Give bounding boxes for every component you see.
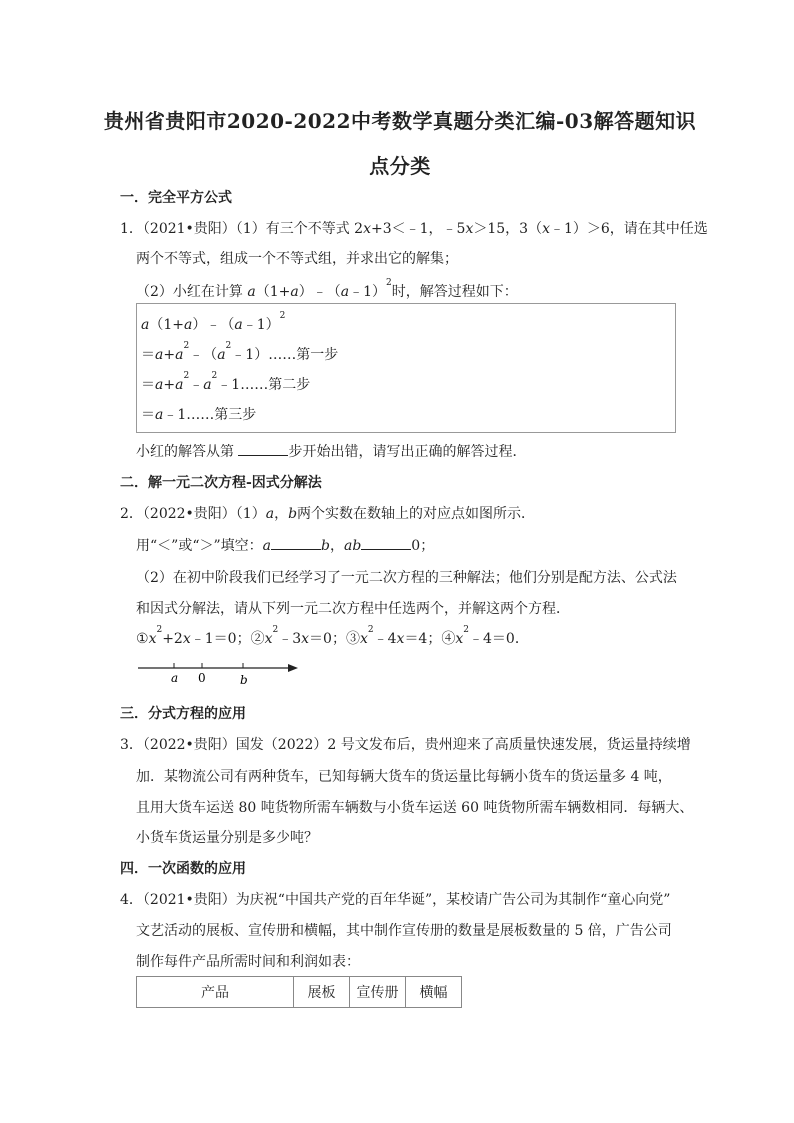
var: a: [290, 284, 299, 300]
text: ﹣1……第二步: [217, 377, 311, 393]
axis-label-b: b: [240, 673, 248, 686]
q2-line3: （2）在初中阶段我们已经学习了一元二次方程的三种解法；他们分别是配方法、公式法: [136, 570, 677, 586]
text: ）﹣（: [192, 317, 235, 333]
var: b: [288, 506, 298, 522]
var: a: [340, 284, 350, 300]
q2-line2: [136, 535, 434, 555]
section-heading-4: 四．一次函数的应用: [120, 861, 246, 877]
q1-text: （2）小红在计算: [136, 284, 248, 300]
text: ﹣1＝0；②: [190, 631, 265, 647]
axis-label-0: 0: [198, 671, 206, 685]
q2-text: 0；: [411, 538, 435, 554]
text: ＝0；③: [309, 631, 360, 647]
text: ﹣1）……第一步: [231, 347, 339, 363]
var: x: [264, 631, 273, 647]
var: a: [262, 538, 271, 554]
exponent: 2: [272, 625, 279, 635]
q1-text: （1+: [255, 284, 291, 300]
var: a: [155, 377, 164, 393]
q2-number: 2．: [120, 506, 143, 522]
text: ＝: [141, 347, 155, 363]
var: a: [217, 347, 226, 363]
q2-text: 两个实数在数轴上的对应点如图所示．: [297, 506, 536, 522]
q4-line1: [120, 889, 670, 909]
exponent: 2: [211, 371, 218, 381]
var: a: [247, 284, 256, 300]
q4-number: 4．: [120, 892, 143, 908]
table-header-row: [137, 977, 462, 1008]
solution-box: [136, 303, 676, 433]
q2-line1: [120, 503, 535, 523]
text: ﹣4: [373, 631, 397, 647]
q2-equations: [136, 625, 529, 648]
var: x: [455, 631, 464, 647]
q1-text: 步开始出错，请写出正确的解答过程．: [288, 444, 527, 460]
var: a: [175, 377, 184, 393]
q3-line1: [120, 734, 691, 754]
solution-line-1: [141, 311, 286, 334]
q1-text: ）﹣（: [298, 284, 341, 300]
answer-blank[interactable]: [238, 443, 288, 456]
q3-line4: 小货车货运量分别是多少吨？: [136, 830, 318, 846]
var: x: [363, 221, 371, 237]
q1-text: 时，解答过程如下：: [391, 284, 518, 300]
page-title-line2: 点分类: [369, 154, 431, 178]
q3-line3: 且用大货车运送 80 吨货物所需车辆数与小货车运送 60 吨货物所需车辆数相同．每辆大、: [136, 800, 694, 816]
text: +: [163, 377, 176, 393]
answer-blank[interactable]: [361, 537, 411, 550]
q1-line1: [120, 218, 708, 238]
text: ﹣1……第三步: [163, 407, 257, 423]
var: a: [141, 317, 150, 333]
q1-text: ＞15，3（: [473, 221, 543, 237]
var: x: [465, 221, 474, 237]
text: ﹣: [189, 377, 204, 393]
axis-arrow-icon: [288, 664, 298, 672]
number-line: [136, 656, 306, 686]
q4-line3: 制作每件产品所需时间和利润如表：: [136, 954, 360, 970]
q4-text: （2021•贵阳）为庆祝“中国共产党的百年华诞”，某校请广告公司为其制作“童心向党”: [142, 892, 671, 908]
var: x: [301, 631, 310, 647]
axis-label-a: a: [171, 671, 179, 685]
text: ＝4；④: [404, 631, 456, 647]
var: x: [148, 631, 157, 647]
text: ﹣4＝0．: [469, 631, 529, 647]
q1-text: +3＜﹣1，﹣5: [370, 221, 466, 237]
exponent: 2: [183, 371, 190, 381]
var: x: [359, 631, 368, 647]
solution-line-4: [141, 404, 256, 424]
var: a: [184, 317, 193, 333]
table-header-cell: 宣传册: [350, 977, 406, 1008]
q1-line4: [136, 441, 526, 461]
var: x: [542, 221, 550, 237]
q1-text: 小红的解答从第: [136, 444, 239, 460]
q1-number: 1．: [120, 221, 143, 237]
exponent: 2: [463, 625, 469, 635]
q2-text: ，: [274, 506, 289, 522]
q1-text: ﹣1）: [349, 284, 386, 300]
q4-line2: 文艺活动的展板、宣传册和横幅，其中制作宣传册的数量是展板数量的 5 倍，广告公司: [136, 923, 672, 939]
q1-line3: [136, 278, 518, 301]
exponent: 2: [367, 625, 374, 635]
exponent: 2: [386, 278, 392, 288]
solution-line-2: [141, 341, 339, 364]
exponent: 2: [279, 311, 286, 321]
text: ﹣（: [189, 347, 218, 363]
var: b: [321, 538, 330, 554]
q1-text: （2021•贵阳）（1）有三个不等式 2: [142, 221, 364, 237]
section-heading-2: 二．解一元二次方程-因式分解法: [120, 475, 322, 491]
var: x: [182, 631, 191, 647]
text: +: [163, 347, 176, 363]
table-header-cell: 展板: [294, 977, 350, 1008]
var: a: [234, 317, 243, 333]
text: ﹣1）: [242, 317, 280, 333]
q2-text: （2022•贵阳）（1）: [142, 506, 266, 522]
table-header-cell: 横幅: [406, 977, 462, 1008]
var: a: [203, 377, 212, 393]
solution-line-3: [141, 371, 311, 394]
text: ﹣3: [278, 631, 302, 647]
var: a: [175, 347, 184, 363]
q3-line2: 加．某物流公司有两种货车，已知每辆大货车的货运量比每辆小货车的货运量多 4 吨，: [136, 769, 672, 785]
text: ①: [136, 631, 149, 647]
section-heading-3: 三．分式方程的应用: [120, 706, 246, 722]
q1-line2: 两个不等式，组成一个不等式组，并求出它的解集；: [136, 251, 458, 267]
var: a: [155, 347, 164, 363]
q3-number: 3．: [120, 737, 143, 753]
answer-blank[interactable]: [271, 537, 321, 550]
q2-text: 用“＜”或“＞”填空：: [136, 538, 263, 554]
var: ab: [343, 538, 362, 554]
page-title-line1: 贵州省贵阳市2020-2022中考数学真题分类汇编-03解答题知识: [103, 109, 697, 133]
q2-line4: 和因式分解法，请从下列一元二次方程中任选两个，并解这两个方程．: [136, 601, 570, 617]
var: a: [265, 506, 275, 522]
q3-text: （2022•贵阳）国发（2022）2 号文发布后，贵州迎来了高质量快速发展，货运量持续增: [142, 737, 691, 753]
var: x: [396, 631, 405, 647]
var: a: [155, 407, 164, 423]
exponent: 2: [183, 341, 190, 351]
q2-text: ，: [329, 538, 344, 554]
section-heading-1: 一．完全平方公式: [120, 190, 232, 206]
table-header-cell: 产品: [137, 977, 294, 1008]
product-table: [136, 976, 462, 1008]
exponent: 2: [156, 625, 163, 635]
text: ＝: [141, 407, 155, 423]
text: ＝: [141, 377, 155, 393]
exponent: 2: [225, 341, 232, 351]
text: （1+: [149, 317, 184, 333]
text: +2: [162, 631, 183, 647]
q1-text: ﹣1）＞6，请在其中任选: [549, 221, 708, 237]
